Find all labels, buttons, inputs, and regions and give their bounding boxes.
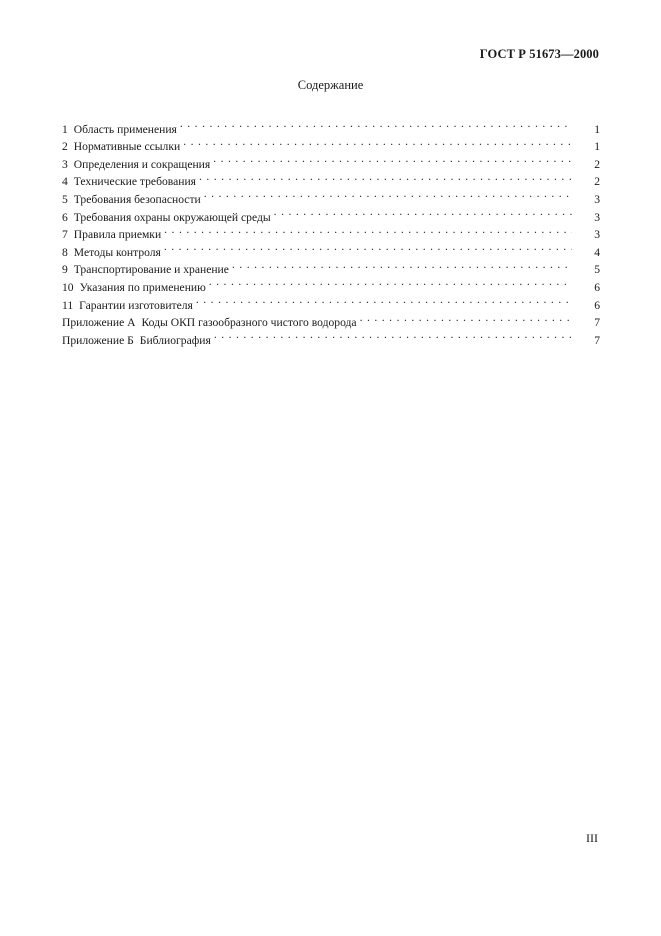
dot-leader	[274, 203, 572, 221]
toc-entry-page: 5	[594, 263, 600, 277]
toc-entry-number: 3	[62, 157, 68, 171]
toc-entry-page: 6	[594, 280, 600, 294]
toc-entry-number: 6	[62, 210, 68, 224]
toc-title: Содержание	[297, 78, 364, 92]
toc-entry-label: Определения и сокращения	[73, 157, 211, 171]
toc-entry-number: 5	[62, 192, 68, 206]
toc-entry-page: 3	[594, 228, 600, 242]
page-number: III	[586, 831, 598, 845]
document-code: ГОСТ Р 51673—2000	[479, 47, 599, 61]
dot-leader	[164, 221, 572, 239]
dot-leader	[209, 273, 572, 291]
dot-leader	[199, 168, 572, 186]
toc-entry-page: 7	[594, 333, 600, 347]
toc-entry-number: 8	[62, 245, 68, 259]
toc-entry-number: 10	[62, 280, 74, 294]
toc-entry-label: Указания по применению	[79, 280, 206, 294]
dot-leader	[232, 256, 572, 274]
toc-entry-number: 9	[62, 263, 68, 277]
toc-entry-page: 7	[594, 316, 600, 330]
dot-leader	[213, 150, 572, 168]
toc-entry-number: Приложение Б	[62, 333, 134, 347]
toc-entry-page: 1	[594, 122, 600, 136]
toc-entry-label: Коды ОКП газообразного чистого водорода	[141, 316, 357, 330]
toc-entry-page: 6	[594, 298, 600, 312]
toc-entry-label: Правила приемки	[73, 228, 162, 242]
toc-entry-number: 1	[62, 122, 68, 136]
dot-leader	[183, 133, 572, 151]
dot-leader	[204, 185, 572, 203]
dot-leader	[196, 291, 572, 309]
toc-entry-page: 2	[594, 157, 600, 171]
toc-entry-label: Гарантии изготовителя	[79, 298, 193, 312]
toc-entry-label: Нормативные ссылки	[73, 140, 181, 154]
toc-entry-label: Требования безопасности	[73, 192, 201, 206]
dot-leader	[180, 115, 572, 133]
table-of-contents	[62, 115, 600, 347]
toc-entry-number: 4	[62, 175, 68, 189]
dot-leader	[360, 309, 572, 327]
toc-entry-page: 2	[594, 175, 600, 189]
toc-entry-label: Область применения	[73, 122, 177, 136]
toc-entry-label: Библиография	[139, 333, 211, 347]
toc-entry-page: 3	[594, 210, 600, 224]
toc-entry[interactable]	[62, 115, 600, 136]
dot-leader	[214, 326, 572, 344]
toc-entry-label: Технические требования	[73, 175, 196, 189]
toc-entry-number: 11	[62, 298, 74, 312]
toc-entry-label: Методы контроля	[73, 245, 161, 259]
toc-entry-number: Приложение А	[62, 316, 136, 330]
dot-leader	[164, 238, 572, 256]
toc-entry-label: Требования охраны окружающей среды	[73, 210, 271, 224]
toc-entry-page: 3	[594, 192, 600, 206]
toc-entry-number: 7	[62, 228, 68, 242]
toc-entry-page: 1	[594, 140, 600, 154]
toc-entry-label: Транспортирование и хранение	[73, 263, 229, 277]
toc-entry-number: 2	[62, 140, 68, 154]
toc-entry-page: 4	[594, 245, 600, 259]
